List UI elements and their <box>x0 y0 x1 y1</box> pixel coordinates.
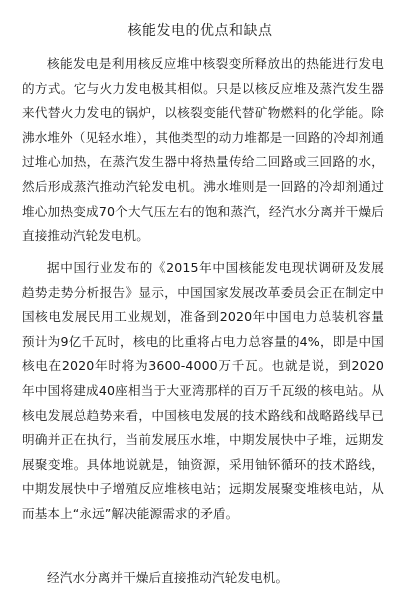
paragraph-closing-note: 经汽水分离并干燥后直接推动汽轮发电机。 <box>47 570 289 585</box>
paragraph-nuclear-power-principle: 核能发电是利用核反应堆中核裂变所释放出的热能进行发电的方式。它与火力发电极其相似。只是以核反应堆及蒸汽发生器来代替火力发电的锅炉，以核裂变能代替矿物燃料的化学能。除沸水堆外（见轻水堆），其他类型的动力堆都是一回路的冷却剂通过堆心加热，在蒸汽发生器中将热量传给二回路或三回路的水，然后形成蒸汽推动汽轮发电机。沸水堆则是一回路的冷却剂通过堆心加热变成70个大气压左右的饱和蒸汽，经汽水分离并干燥后直接推动汽轮发电机。 <box>22 56 384 244</box>
document-title: 核能发电的优点和缺点 <box>127 23 273 39</box>
paragraph-china-nuclear-development: 据中国行业发布的《2015年中国核能发电现状调研及发展趋势走势分析报告》显示，中国国家发展改革委员会正在制定中国核电发展民用工业规划，准备到2020年中国电力总装机容量预计为9亿千瓦时，核电的比重将占电力总容量的4%，即是中国核电在2020年时将为3600-4000万千瓦。也就是说，到2020年中国将建成40座相当于大亚湾那样的百万千瓦级的核电站。从核电发展总趋势来看，中国核电发展的技术路线和战略路线早已明确并正在执行，当前发展压水堆，中期发展快中子堆，远期发展聚变堆。具体地说就是，铀资源，采用铀钚循环的技术路线，中期发展快中子增殖反应堆核电站；远期发展聚变堆核电站，从而基本上“永远”解决能源需求的矛盾。 <box>22 260 384 521</box>
